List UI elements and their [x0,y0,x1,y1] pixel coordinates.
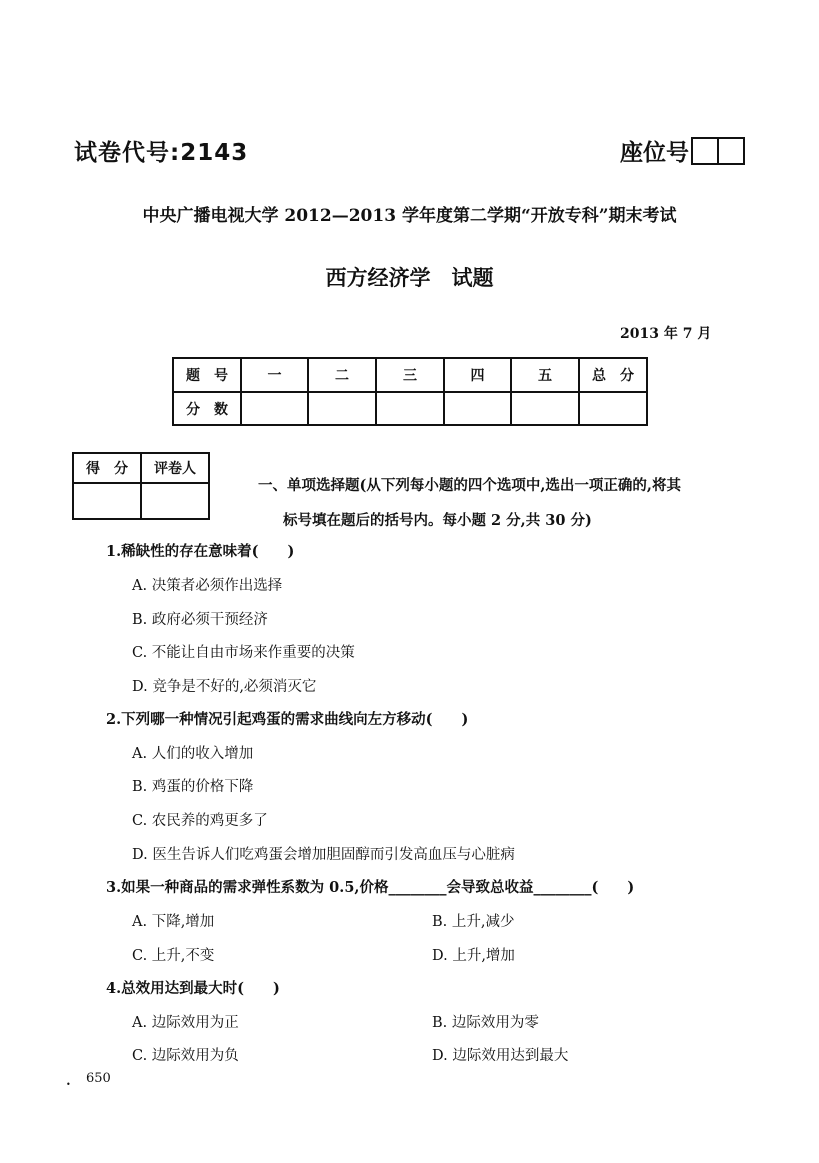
score-table-header: 二 [308,358,376,392]
question-option: C. 农民养的鸡更多了 [132,813,268,829]
question-stem: 3.如果一种商品的需求弹性系数为 0.5,价格________会导致总收益________( ) [106,879,635,896]
grader-table [72,452,210,520]
grader-name-cell [141,483,209,519]
score-table-row-label: 分 数 [173,392,241,425]
score-cell [444,392,511,425]
score-table [172,357,648,426]
question-option: C. 不能让自由市场来作重要的决策 [132,645,355,661]
score-cell [579,392,647,425]
question-stem: 2.下列哪一种情况引起鸡蛋的需求曲线向左方移动( ) [106,711,469,728]
paper-code: 试卷代号:2143 [74,140,249,166]
question-option: C. 边际效用为负 [132,1048,239,1064]
question-option: C. 上升,不变 [132,948,215,964]
score-cell [241,392,308,425]
score-table-header: 五 [511,358,579,392]
page-number: 650 [86,1071,111,1086]
question-option: D. 边际效用达到最大 [432,1048,569,1064]
question-stem: 1.稀缺性的存在意味着( ) [106,543,295,560]
question-option: A. 人们的收入增加 [132,746,254,762]
question-option: B. 上升,减少 [432,914,515,930]
subject-title: 西方经济学 试题 [325,266,494,290]
seat-label: 座位号 [620,140,689,166]
seat-box [691,137,719,165]
question-option: D. 上升,增加 [432,948,515,964]
score-table-header: 四 [444,358,511,392]
score-cell [511,392,579,425]
seat-box [719,137,745,165]
score-table-header: 三 [376,358,444,392]
score-table-header: 一 [241,358,308,392]
exam-date: 2013 年 7 月 [620,326,712,342]
score-table-header: 总 分 [579,358,647,392]
question-option: B. 政府必须干预经济 [132,612,268,628]
question-option: A. 边际效用为正 [132,1015,239,1031]
question-option: A. 决策者必须作出选择 [132,578,283,594]
question-option: A. 下降,增加 [132,914,215,930]
grader-score-cell [73,483,141,519]
grader-score-header: 得 分 [73,453,141,483]
seat-number [620,134,745,167]
question-option: B. 鸡蛋的价格下降 [132,779,254,795]
score-cell [308,392,376,425]
question-option: D. 竞争是不好的,必须消灭它 [132,679,317,695]
score-table-header: 题 号 [173,358,241,392]
seat-boxes [691,137,745,165]
university-line: 中央广播电视大学 2012—2013 学年度第二学期“开放专科”期末考试 [142,206,677,226]
score-cell [376,392,444,425]
section-heading-cont: 标号填在题后的括号内。每小题 2 分,共 30 分) [283,512,592,529]
scan-speck: • [66,1080,71,1089]
question-option: D. 医生告诉人们吃鸡蛋会增加胆固醇而引发高血压与心脏病 [132,847,515,863]
question-stem: 4.总效用达到最大时( ) [106,980,280,997]
section-heading: 一、单项选择题(从下列每小题的四个选项中,选出一项正确的,将其 [258,477,681,494]
question-option: B. 边际效用为零 [432,1015,539,1031]
grader-name-header: 评卷人 [141,453,209,483]
